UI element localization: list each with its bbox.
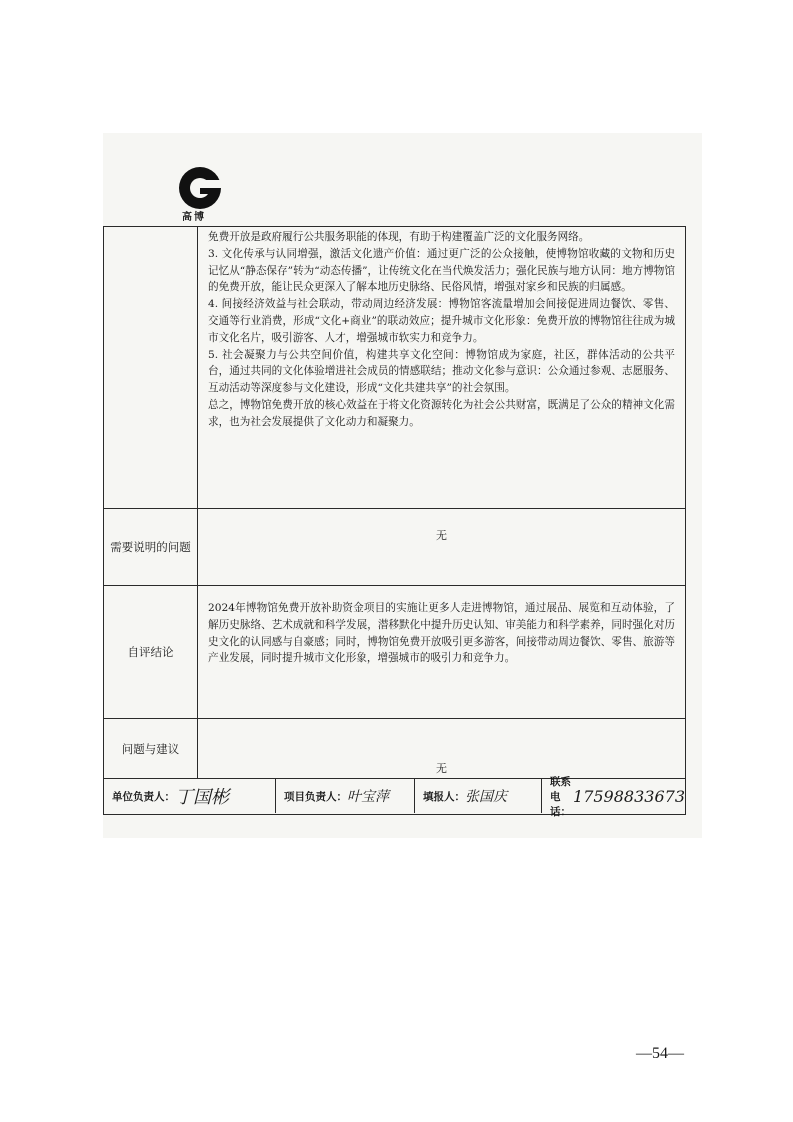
impact-paragraph: 4. 间接经济效益与社会联动，带动周边经济发展：博物馆客流量增加会间接促进周边餐饮、零售、交通等行业消费，形成“文化+商业”的联动效应；提升城市文化形象：免费开放的博物馆往往成为城市文化名片，吸引游客、人才，增强城市软实力和竞争力。 xyxy=(208,298,675,344)
impact-row xyxy=(104,227,686,509)
issues-label: 需要说明的问题 xyxy=(104,509,198,586)
issues-value-cell xyxy=(198,509,686,586)
impact-label-cell xyxy=(104,227,198,509)
self-eval-label: 自评结论 xyxy=(104,586,198,719)
unit-head-signature: 丁国彬 xyxy=(175,787,229,808)
self-eval-text: 2024年博物馆免费开放补助资金项目的实施让更多人走进博物馆，通过展品、展览和互动体验，了解历史脉络、艺术成就和科学发展，潜移默化中提升历史认知、审美能力和科学素养，同时强化对历史文化的认同感与自豪感；同时，博物馆免费开放吸引更多游客，间接带动周边餐饮、零售、旅游等产业发展，同时提升城市文化形象，增强城市的吸引力和竞争力。 xyxy=(208,602,675,665)
suggestions-value: 无 xyxy=(436,762,447,775)
suggestions-label: 问题与建议 xyxy=(104,719,198,779)
impact-paragraph: 免费开放是政府履行公共服务职能的体现，有助于构建覆盖广泛的文化服务网络。 xyxy=(208,231,590,243)
impact-paragraph: 总之，博物馆免费开放的核心效益在于将文化资源转化为社会公共财富，既满足了公众的精神文化需求，也为社会发展提供了文化动力和凝聚力。 xyxy=(208,398,675,428)
self-eval-row xyxy=(104,586,686,719)
impact-paragraph: 3. 文化传承与认同增强，激活文化遗产价值：通过更广泛的公众接触，使博物馆收藏的文物和历史记忆从“静态保存”转为“动态传播”，让传统文化在当代焕发活力；强化民族与地方认同：地方博物馆的免费开放，能让民众更深入了解本地历史脉络、民俗风情，增强对家乡和民族的归属感。 xyxy=(208,247,675,294)
logo-text: 高博 xyxy=(182,212,206,223)
phone-label: 联系电话： xyxy=(550,775,571,818)
unit-head-label: 单位负责人： xyxy=(112,790,175,803)
impact-paragraph: 5. 社会凝聚力与公共空间价值，构建共享文化空间：博物馆成为家庭，社区，群体活动的公共平台，通过共同的文化体验增进社会成员的情感联结；推动文化参与意识：公众通过参观、志愿服务、互动活动等深度参与文化建设，形成“文化共建共享”的社会氛围。 xyxy=(208,348,675,395)
issues-value: 无 xyxy=(436,529,447,542)
page-number: —54— xyxy=(636,1045,684,1062)
signature-row xyxy=(104,779,686,815)
project-head-label: 项目负责人： xyxy=(284,790,347,803)
filler-signature: 张国庆 xyxy=(465,789,507,805)
phone-value: 17598833673 xyxy=(573,786,685,806)
filler-label: 填报人： xyxy=(423,790,465,803)
suggestions-value-cell xyxy=(198,719,686,779)
self-eval-cell xyxy=(198,586,686,719)
project-head-signature: 叶宝萍 xyxy=(347,789,389,805)
evaluation-form-table xyxy=(103,226,686,818)
suggestions-row xyxy=(104,719,686,779)
signature-cell xyxy=(104,775,686,818)
impact-text-cell xyxy=(198,227,686,509)
issues-row xyxy=(104,509,686,586)
